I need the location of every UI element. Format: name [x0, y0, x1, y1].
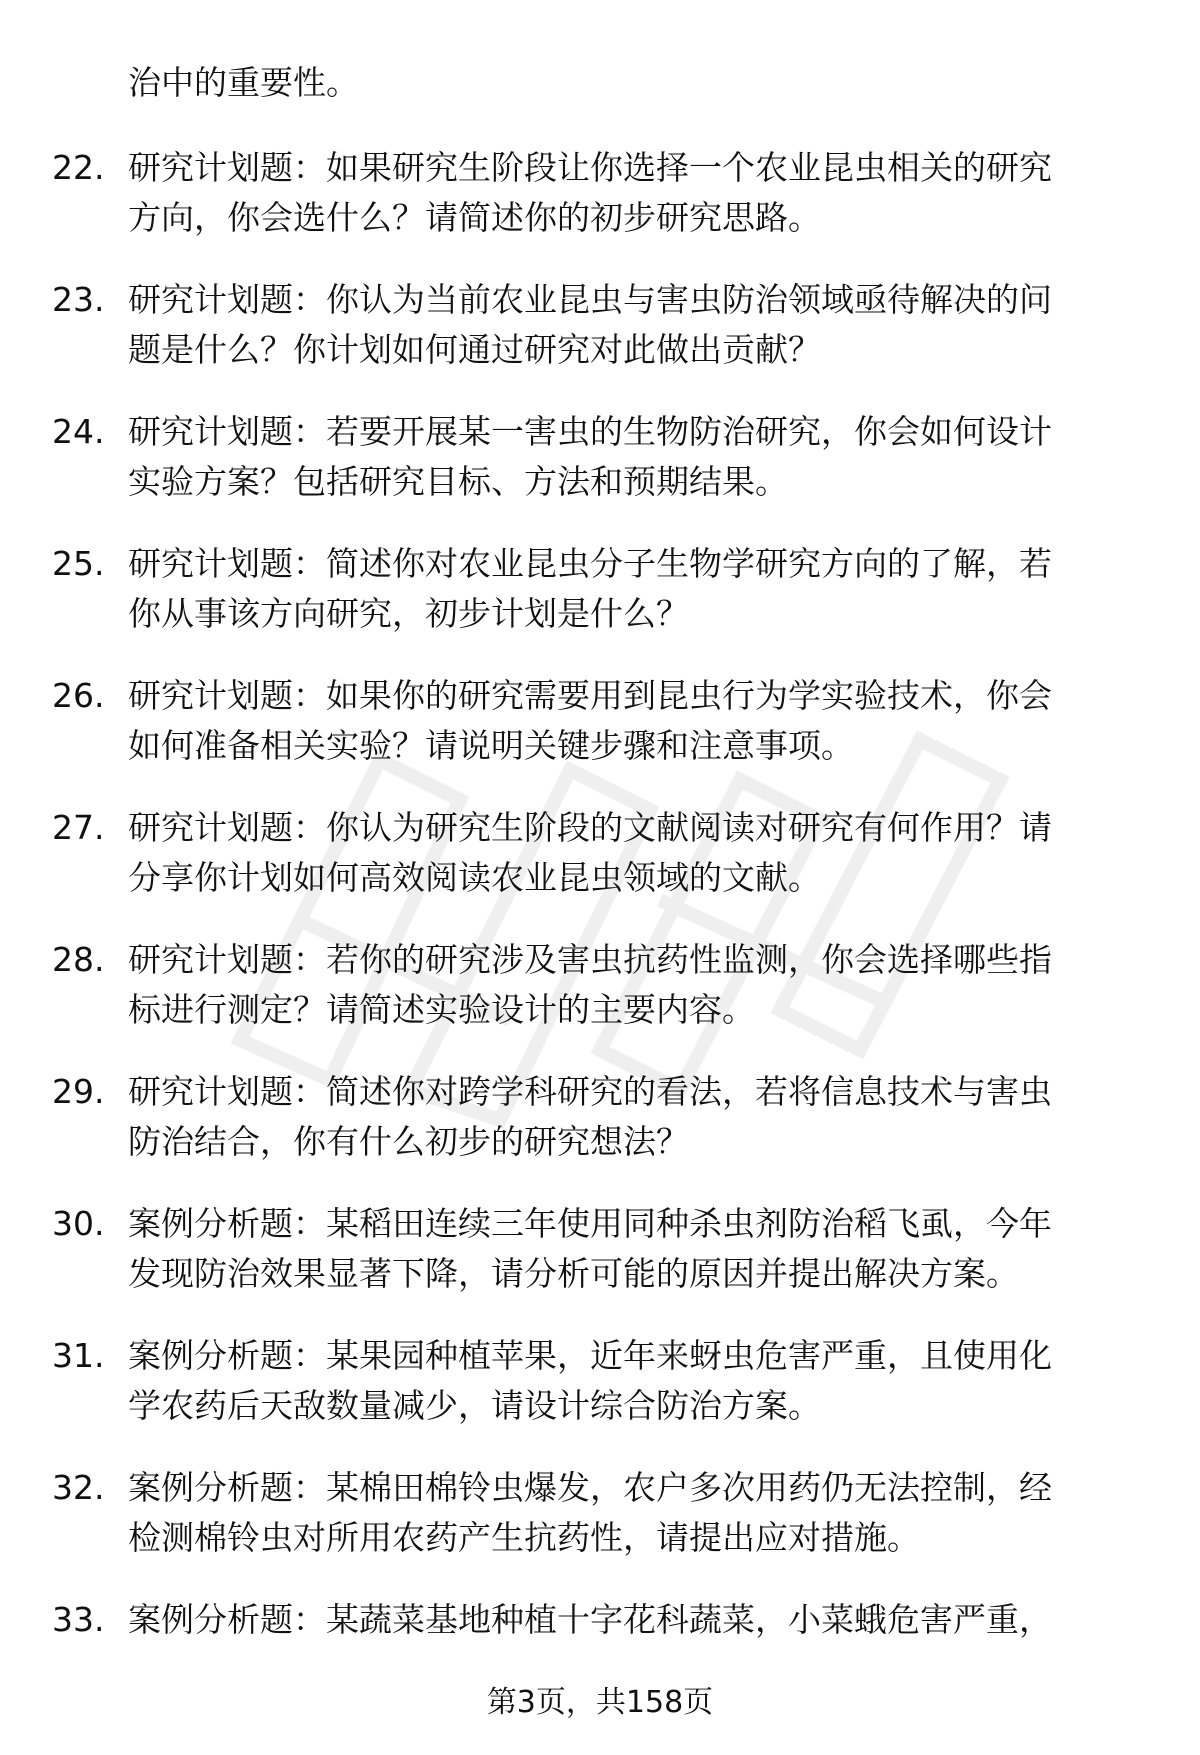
- question-number: 26.: [52, 676, 105, 715]
- question-text-line-1: 研究计划题：你认为当前农业昆虫与害虫防治领域亟待解决的问: [128, 280, 1052, 319]
- question-text-line-2: 标进行测定？请简述实验设计的主要内容。: [128, 990, 755, 1029]
- question-number: 23.: [52, 280, 105, 319]
- question-text-line-2: 学农药后天敌数量减少，请设计综合防治方案。: [128, 1386, 821, 1425]
- question-text-line-1: 研究计划题：如果研究生阶段让你选择一个农业昆虫相关的研究: [128, 148, 1052, 187]
- question-item: [0, 1067, 1200, 1199]
- question-text-line-2: 你从事该方向研究，初步计划是什么？: [128, 594, 689, 633]
- question-text-line-1: 案例分析题：某蔬菜基地种植十字花科蔬菜，小菜蛾危害严重，: [128, 1600, 1052, 1639]
- question-list: [0, 143, 1200, 1727]
- question-text-line-1: 案例分析题：某果园种植苹果，近年来蚜虫危害严重，且使用化: [128, 1336, 1052, 1375]
- question-text-line-1: 研究计划题：若你的研究涉及害虫抗药性监测，你会选择哪些指: [128, 940, 1052, 979]
- question-item: [0, 935, 1200, 1067]
- continuation-text: 治中的重要性。: [128, 63, 359, 102]
- question-item: [0, 143, 1200, 275]
- question-number: 29.: [52, 1072, 105, 1111]
- question-item: [0, 1199, 1200, 1331]
- question-text-line-2: 防治结合，你有什么初步的研究想法？: [128, 1122, 689, 1161]
- question-text-line-2: 检测棉铃虫对所用农药产生抗药性，请提出应对措施。: [128, 1518, 920, 1557]
- question-item: [0, 1331, 1200, 1463]
- question-text-line-1: 研究计划题：简述你对跨学科研究的看法，若将信息技术与害虫: [128, 1072, 1052, 1111]
- question-text-line-2: 方向，你会选什么？请简述你的初步研究思路。: [128, 198, 821, 237]
- question-number: 27.: [52, 808, 105, 847]
- question-text-line-1: 研究计划题：简述你对农业昆虫分子生物学研究方向的了解，若: [128, 544, 1052, 583]
- question-number: 28.: [52, 940, 105, 979]
- question-text-line-1: 研究计划题：你认为研究生阶段的文献阅读对研究有何作用？请: [128, 808, 1052, 847]
- question-number: 24.: [52, 412, 105, 451]
- question-text-line-2: 分享你计划如何高效阅读农业昆虫领域的文献。: [128, 858, 821, 897]
- question-text-line-2: 实验方案？包括研究目标、方法和预期结果。: [128, 462, 788, 501]
- question-item: [0, 275, 1200, 407]
- question-text-line-1: 研究计划题：如果你的研究需要用到昆虫行为学实验技术，你会: [128, 676, 1052, 715]
- question-number: 32.: [52, 1468, 105, 1507]
- question-number: 22.: [52, 148, 105, 187]
- question-item: [0, 803, 1200, 935]
- question-text-line-1: 案例分析题：某稻田连续三年使用同种杀虫剂防治稻飞虱，今年: [128, 1204, 1052, 1243]
- question-number: 25.: [52, 544, 105, 583]
- question-item: [0, 539, 1200, 671]
- question-item: [0, 1463, 1200, 1595]
- page-footer: 第3页，共158页: [486, 1685, 714, 1720]
- question-item: [0, 407, 1200, 539]
- question-text-line-1: 研究计划题：若要开展某一害虫的生物防治研究，你会如何设计: [128, 412, 1052, 451]
- question-text-line-1: 案例分析题：某棉田棉铃虫爆发，农户多次用药仍无法控制，经: [128, 1468, 1052, 1507]
- question-text-line-2: 如何准备相关实验？请说明关键步骤和注意事项。: [128, 726, 854, 765]
- question-number: 33.: [52, 1600, 105, 1639]
- question-number: 30.: [52, 1204, 105, 1243]
- question-item: [0, 671, 1200, 803]
- question-text-line-2: 题是什么？你计划如何通过研究对此做出贡献？: [128, 330, 821, 369]
- question-text-line-2: 发现防治效果显著下降，请分析可能的原因并提出解决方案。: [128, 1254, 1019, 1293]
- question-number: 31.: [52, 1336, 105, 1375]
